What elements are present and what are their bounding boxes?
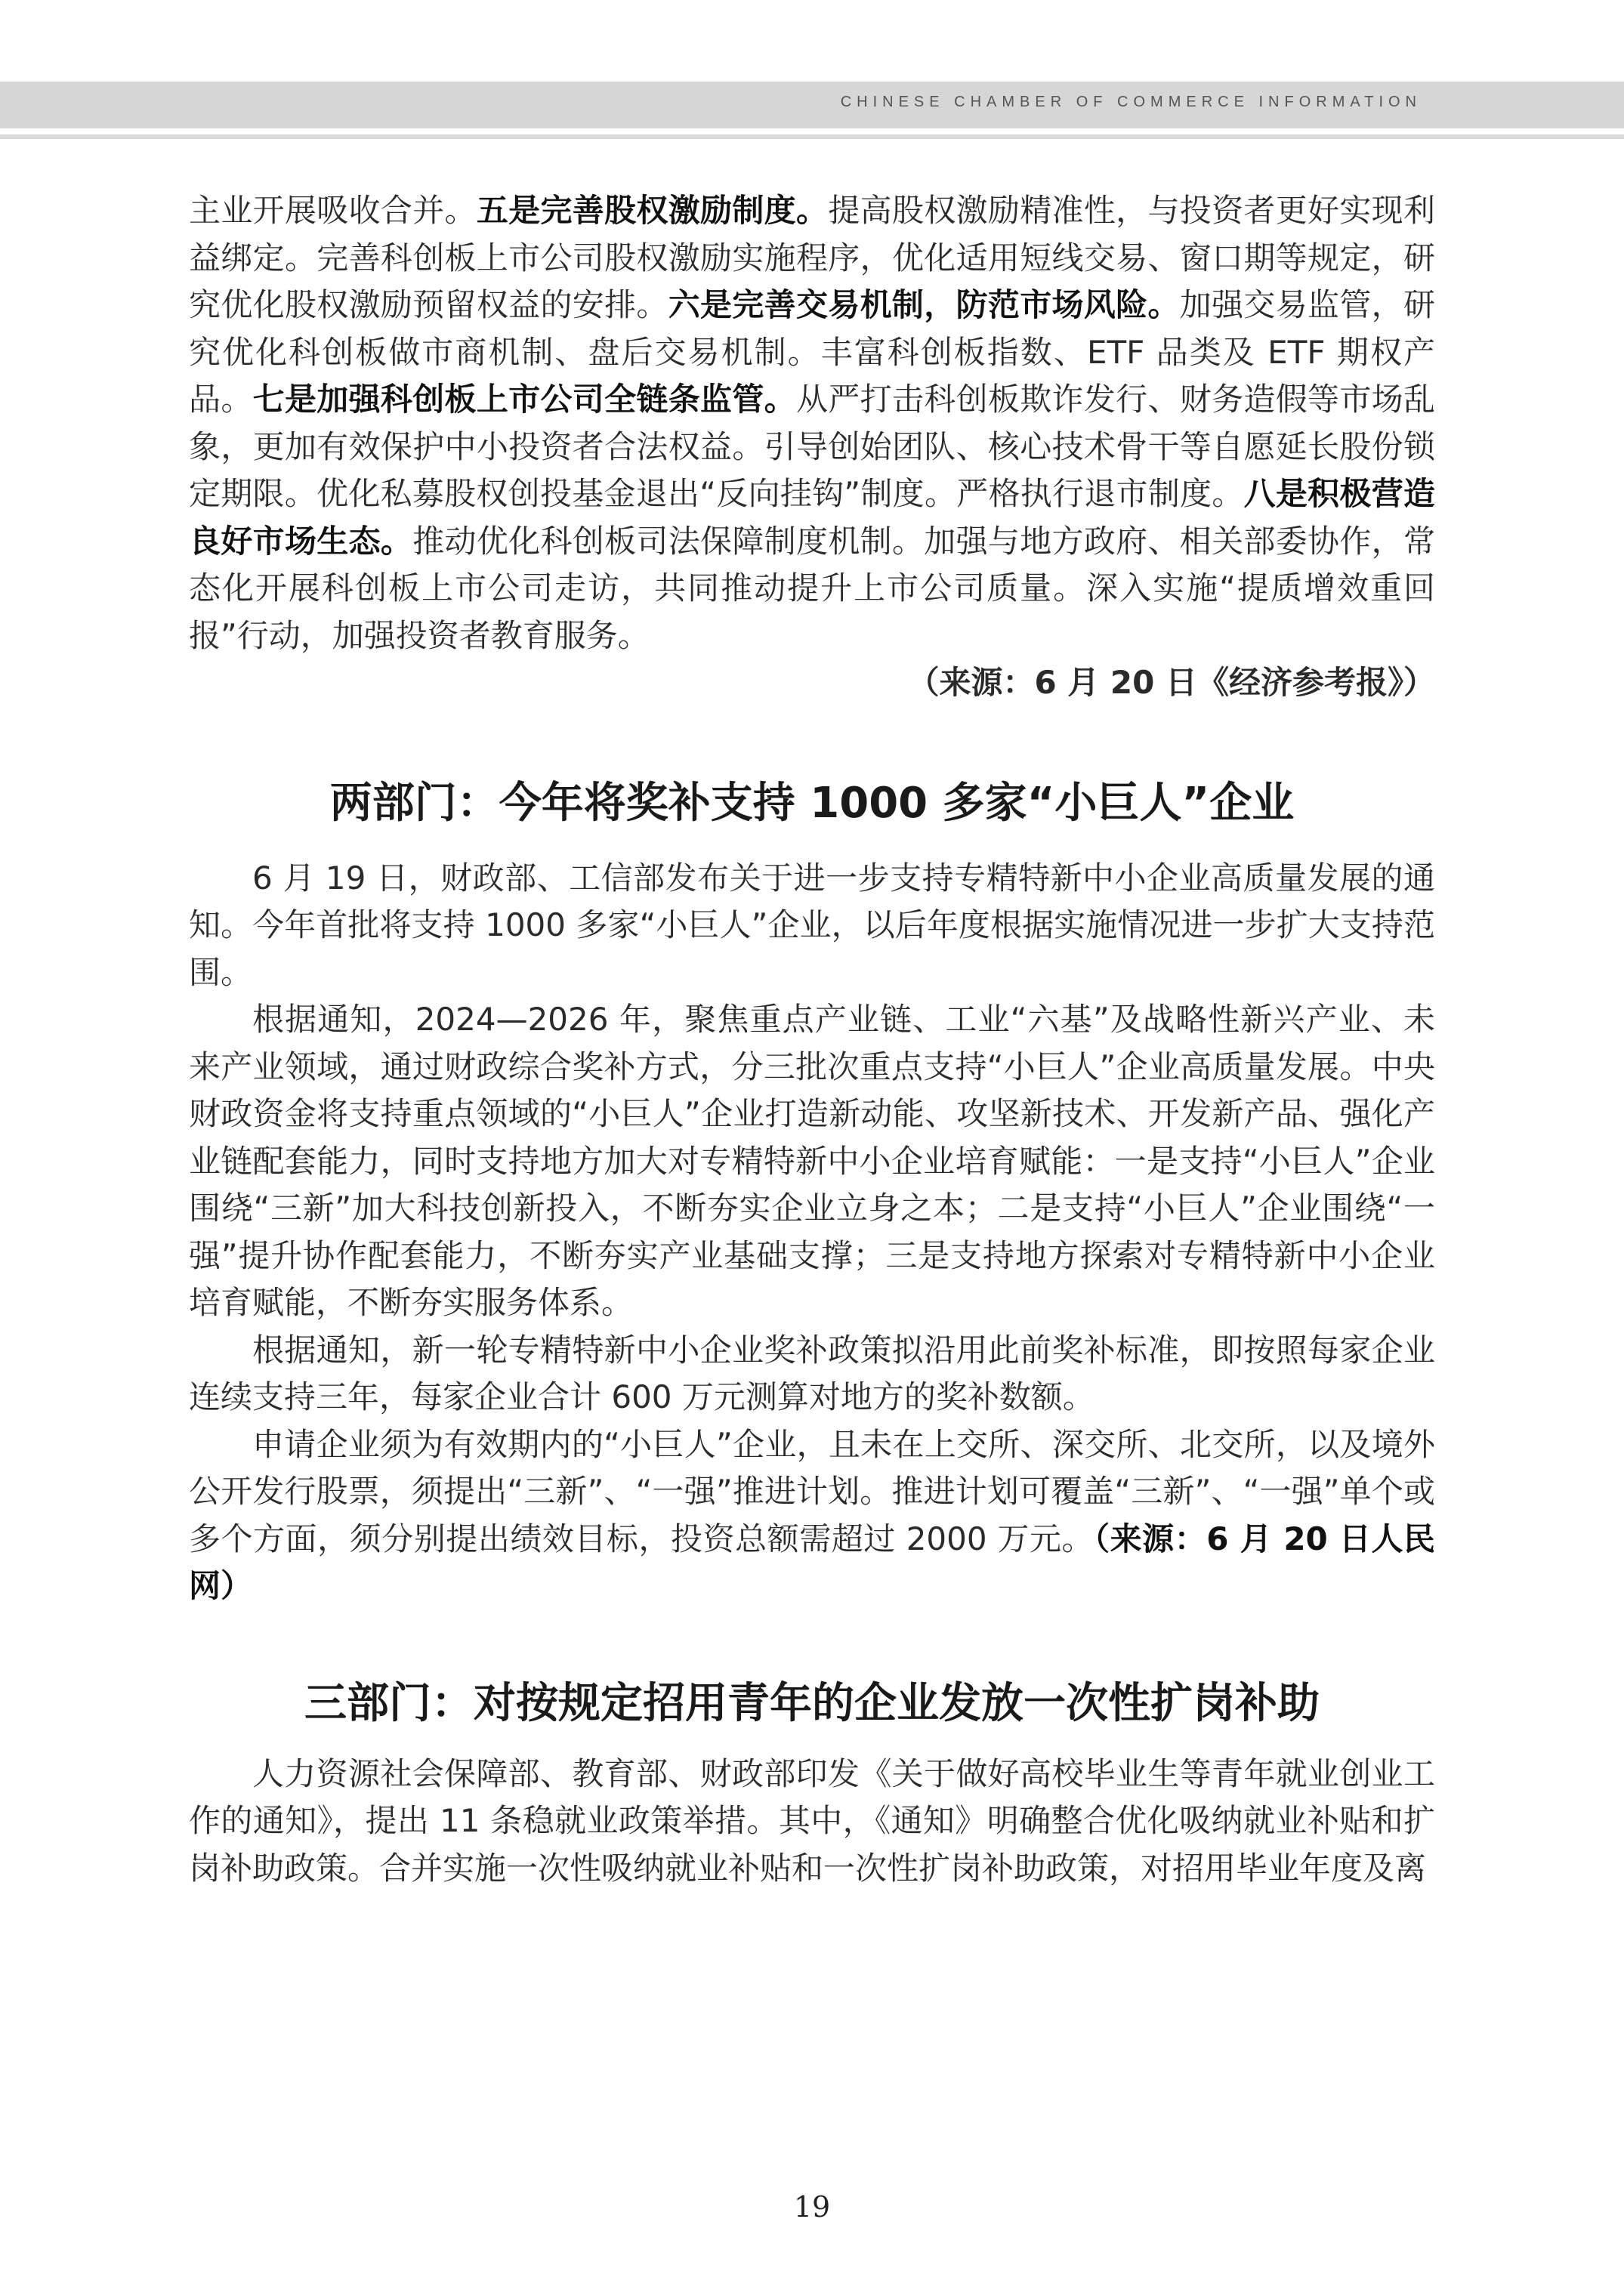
article1-text: 提高股权激励精准性，与投资者更好实现利益绑定。完善科创板上市公司股权激励实施程序，优化适用短线交易、窗口期等规定，研究优化股权激励预留权益的安排。: [189, 192, 1435, 323]
article2-paragraph-4: [189, 1421, 1435, 1610]
article1-text: 从严打击科创板欺诈发行、财务造假等市场乱象，更加有效保护中小投资者合法权益。引导创始团队、核心技术骨干等自愿延长股份锁定期限。优化私募股权创投基金退出“反向挂钩”制度。严格执行退市制度。: [189, 381, 1435, 512]
header-banner-text: CHINESE CHAMBER OF COMMERCE INFORMATION: [840, 94, 1422, 110]
article1-paragraph: [189, 187, 1435, 659]
article2-paragraph-2: 根据通知，2024—2026 年，聚焦重点产业链、工业“六基”及战略性新兴产业、未来产业领域，通过财政综合奖补方式，分三批次重点支持“小巨人”企业高质量发展。中央财政资金将支持重点领域的“小巨人”企业打造新动能、攻坚新技术、开发新产品、强化产业链配套能力，同时支持地方加大对专精特新中小企业培育赋能：一是支持“小巨人”企业围绕“三新”加大科技创新投入，不断夯实企业立身之本；二是支持“小巨人”企业围绕“一强”提升协作配套能力，不断夯实产业基础支撑；三是支持地方探索对专精特新中小企业培育赋能，不断夯实服务体系。: [189, 1001, 1435, 1321]
article1-point-seven: 七是加强科创板上市公司全链条监管。: [252, 381, 796, 418]
page-content: [189, 187, 1435, 1892]
article2-paragraph-3: 根据通知，新一轮专精特新中小企业奖补政策拟沿用此前奖补标准，即按照每家企业连续支持三年，每家企业合计 600 万元测算对地方的奖补数额。: [189, 1331, 1435, 1415]
header-rule: [0, 134, 1624, 139]
article2-paragraph-4-text: 申请企业须为有效期内的“小巨人”企业，且未在上交所、深交所、北交所，以及境外公开发行股票，须提出“三新”、“一强”推进计划。推进计划可覆盖“三新”、“一强”单个或多个方面，须分别提出绩效目标，投资总额需超过 2000 万元。: [189, 1425, 1435, 1557]
article3-title: 三部门：对按规定招用青年的企业发放一次性扩岗补助: [304, 1678, 1320, 1728]
article1-text: 推动优化科创板司法保障制度机制。加强与地方政府、相关部委协作，常态化开展科创板上市公司走访，共同推动提升上市公司质量。深入实施“提质增效重回报”行动，加强投资者教育服务。: [189, 522, 1435, 654]
article2-source: （来源：6 月 20 日人民网）: [189, 1520, 1435, 1604]
article1-text: 加强交易监管，研究优化科创板做市商机制、盘后交易机制。丰富科创板指数、ETF 品类及 ETF 期权产品。: [189, 286, 1435, 418]
article1-text: 主业开展吸收合并。: [189, 192, 477, 229]
article1-point-five: 五是完善股权激励制度。: [476, 192, 829, 229]
article2-paragraph-1: 6 月 19 日，财政部、工信部发布关于进一步支持专精特新中小企业高质量发展的通知。今年首批将支持 1000 多家“小巨人”企业，以后年度根据实施情况进一步扩大支持范围。: [189, 859, 1436, 991]
article1-source: （来源：6 月 20 日《经济参考报》）: [907, 664, 1435, 701]
article2-title: 两部门：今年将奖补支持 1000 多家“小巨人”企业: [329, 778, 1295, 828]
page-number: 19: [793, 2190, 831, 2224]
article1-point-six: 六是完善交易机制，防范市场风险。: [668, 286, 1180, 323]
article3-paragraph-1: 人力资源社会保障部、教育部、财政部印发《关于做好高校毕业生等青年就业创业工作的通知》，提出 11 条稳就业政策举措。其中，《通知》明确整合优化吸纳就业补贴和扩岗补助政策。合并实施一次性吸纳就业补贴和一次性扩岗补助政策，对招用毕业年度及离: [189, 1754, 1435, 1887]
article1-point-eight: 八是积极营造良好市场生态。: [189, 475, 1435, 560]
